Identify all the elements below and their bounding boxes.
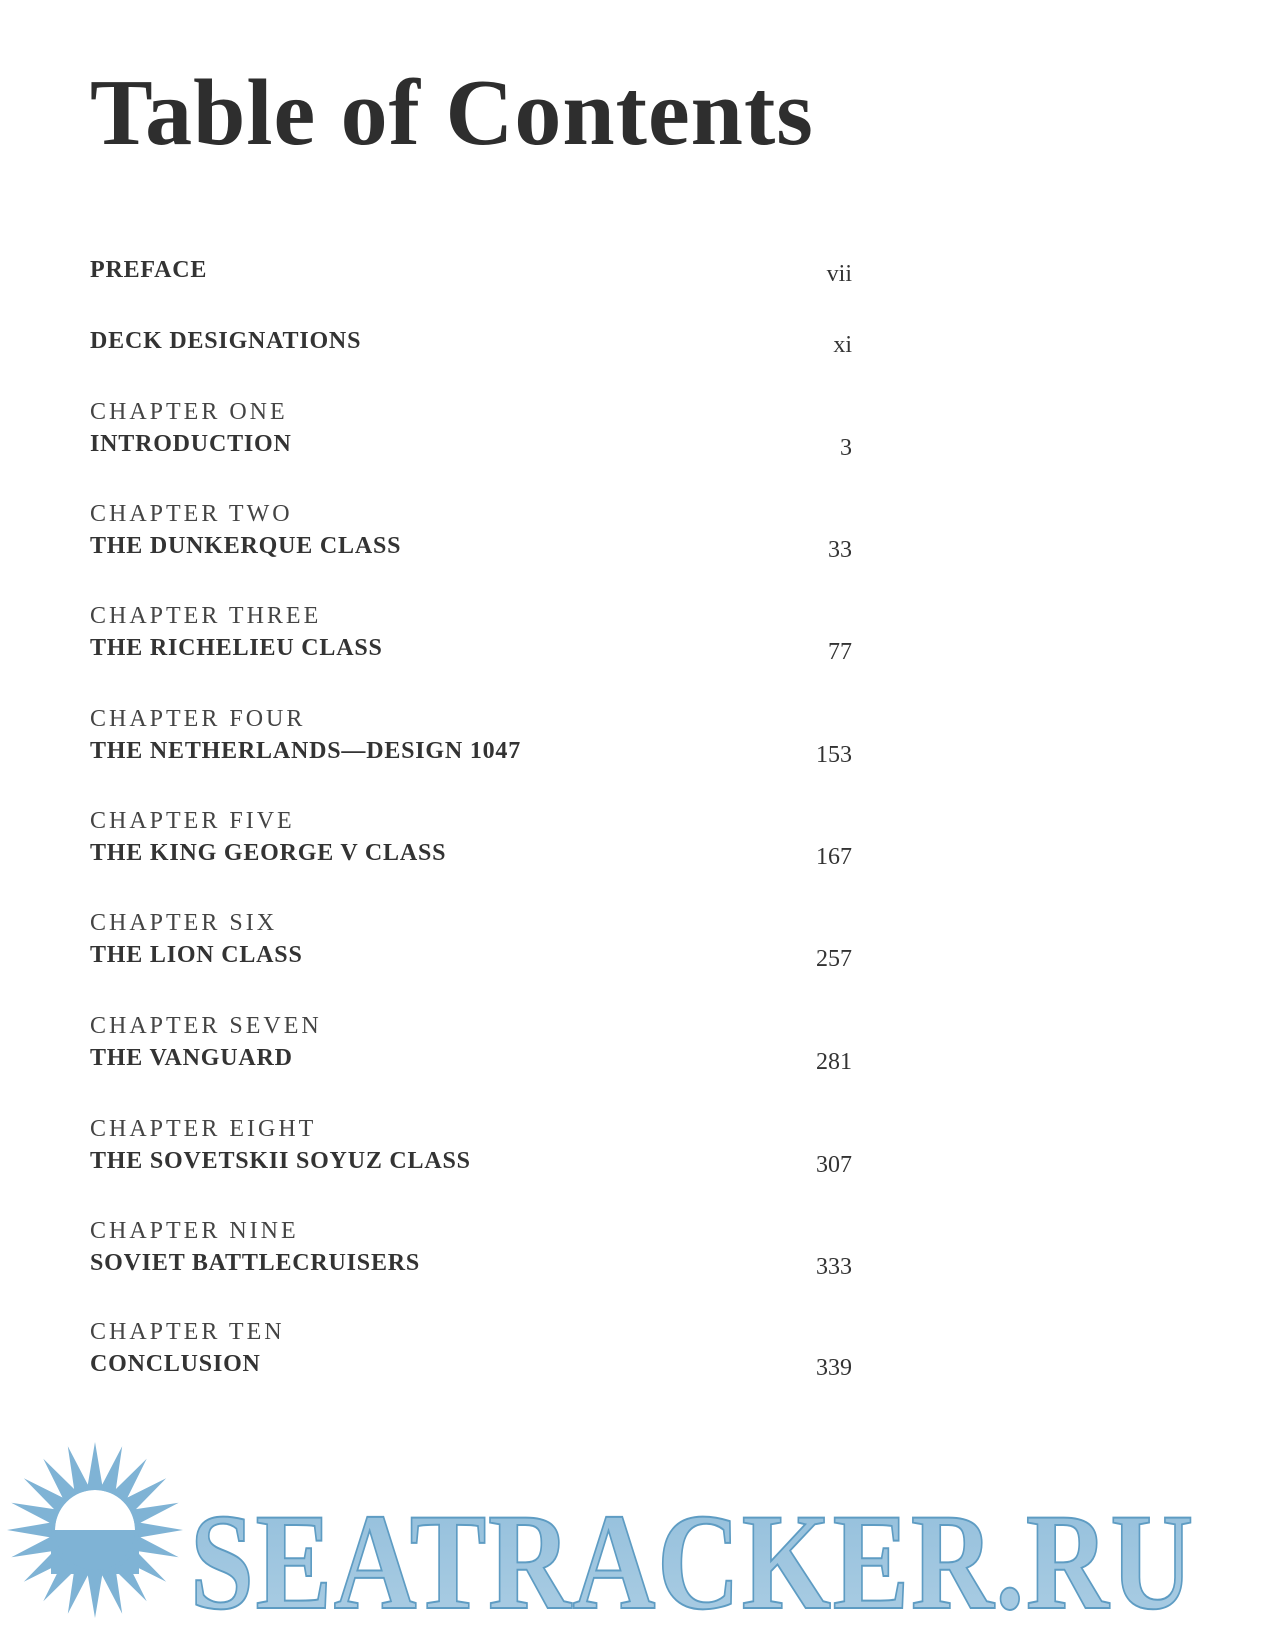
page-title: Table of Contents bbox=[90, 61, 814, 165]
watermark bbox=[0, 1440, 1270, 1650]
sun-icon bbox=[7, 1442, 183, 1618]
entry-page: 77 bbox=[828, 639, 852, 665]
entry-page: xi bbox=[833, 332, 852, 358]
entry-page: vii bbox=[826, 261, 852, 287]
entry-page: 167 bbox=[816, 844, 852, 870]
entry-page: 307 bbox=[816, 1152, 852, 1178]
entry-page: 281 bbox=[816, 1049, 852, 1075]
toc-entry-preface[interactable] bbox=[90, 254, 852, 286]
toc-entry-chapter-four[interactable] bbox=[90, 705, 852, 767]
chapter-label: CHAPTER NINE bbox=[90, 1218, 299, 1244]
entry-title: THE RICHELIEU CLASS bbox=[90, 635, 383, 661]
chapter-label: CHAPTER ONE bbox=[90, 399, 288, 425]
entry-title: THE VANGUARD bbox=[90, 1045, 293, 1071]
entry-title: INTRODUCTION bbox=[90, 431, 292, 457]
chapter-label: CHAPTER TEN bbox=[90, 1319, 285, 1345]
entry-title: THE KING GEORGE V CLASS bbox=[90, 840, 447, 866]
entry-title: THE NETHERLANDS—DESIGN 1047 bbox=[90, 738, 522, 764]
chapter-label: CHAPTER SIX bbox=[90, 910, 278, 936]
entry-page: 257 bbox=[816, 946, 852, 972]
entry-title: PREFACE bbox=[90, 257, 208, 283]
toc-entry-chapter-ten[interactable] bbox=[90, 1318, 852, 1380]
entry-page: 3 bbox=[840, 435, 852, 461]
toc-entry-chapter-three[interactable] bbox=[90, 602, 852, 664]
chapter-label: CHAPTER TWO bbox=[90, 501, 293, 527]
watermark-text: SEATRACKER.RU bbox=[190, 1485, 1195, 1638]
entry-title: DECK DESIGNATIONS bbox=[90, 328, 362, 354]
toc-entry-deck-designations[interactable] bbox=[90, 325, 852, 357]
toc-entry-chapter-seven[interactable] bbox=[90, 1012, 852, 1074]
chapter-label: CHAPTER EIGHT bbox=[90, 1116, 317, 1142]
toc-entry-chapter-two[interactable] bbox=[90, 500, 852, 562]
toc-entry-chapter-five[interactable] bbox=[90, 807, 852, 869]
toc-entry-chapter-nine[interactable] bbox=[90, 1217, 852, 1279]
entry-title: THE SOVETSKII SOYUZ CLASS bbox=[90, 1148, 471, 1174]
toc-entry-chapter-eight[interactable] bbox=[90, 1115, 852, 1177]
entry-page: 153 bbox=[816, 742, 852, 768]
entry-title: THE LION CLASS bbox=[90, 942, 303, 968]
toc-entry-chapter-one[interactable] bbox=[90, 398, 852, 460]
entry-page: 33 bbox=[828, 537, 852, 563]
entry-title: THE DUNKERQUE CLASS bbox=[90, 533, 402, 559]
toc-entry-chapter-six[interactable] bbox=[90, 909, 852, 971]
entry-page: 333 bbox=[816, 1254, 852, 1280]
chapter-label: CHAPTER FOUR bbox=[90, 706, 306, 732]
entry-title: CONCLUSION bbox=[90, 1351, 261, 1377]
chapter-label: CHAPTER THREE bbox=[90, 603, 322, 629]
chapter-label: CHAPTER SEVEN bbox=[90, 1013, 322, 1039]
chapter-label: CHAPTER FIVE bbox=[90, 808, 295, 834]
entry-page: 339 bbox=[816, 1355, 852, 1381]
entry-title: SOVIET BATTLECRUISERS bbox=[90, 1250, 421, 1276]
